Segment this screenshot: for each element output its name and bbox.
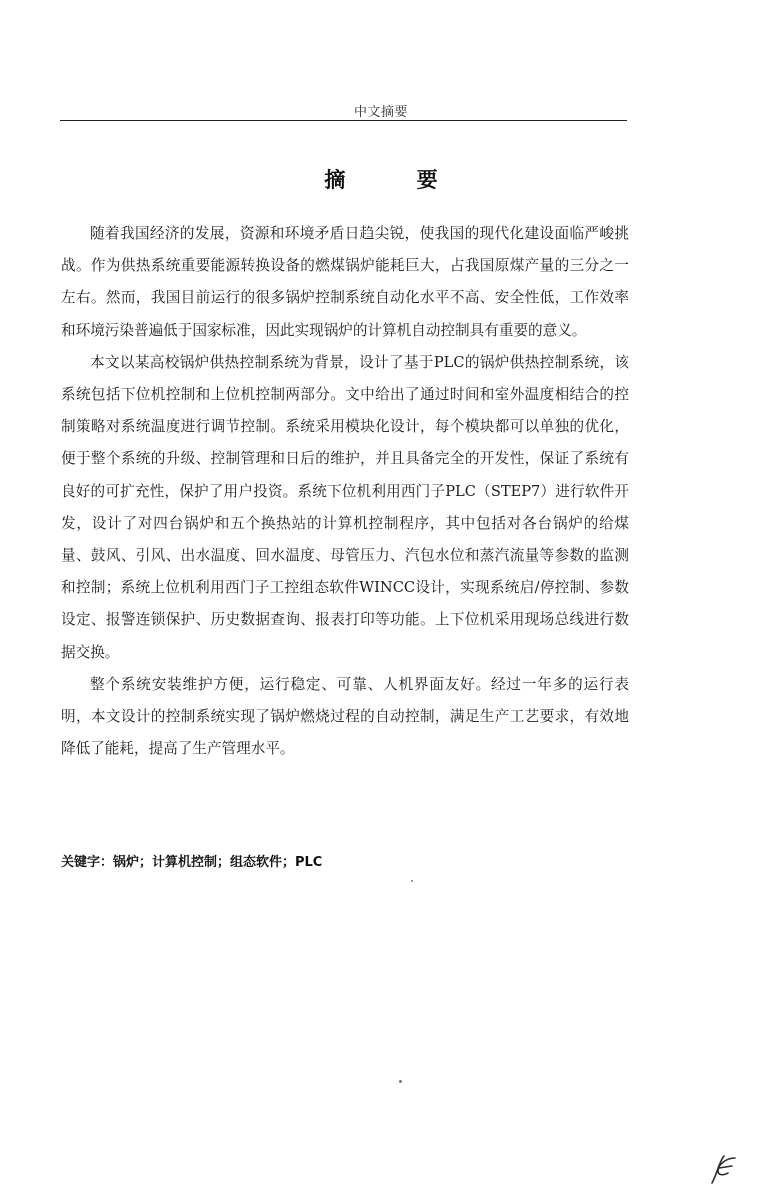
scan-speck xyxy=(411,880,413,882)
abstract-paragraph-1: 随着我国经济的发展，资源和环境矛盾日趋尖锐，使我国的现代化建设面临严峻挑战。作为供热系统重要能源转换设备的燃煤锅炉能耗巨大，占我国原煤产量的三分之一左右。然而，我国目前运行的很多锅炉控制系统自动化水平不高、安全性低，工作效率和环境污染普遍低于国家标准，因此实现锅炉的计算机自动控制具有重要的意义。 xyxy=(61,225,629,339)
abstract-title: 摘 要 xyxy=(324,167,470,192)
header-rule xyxy=(60,120,627,121)
abstract-body xyxy=(61,218,629,765)
abstract-paragraph-2: 本文以某高校锅炉供热控制系统为背景，设计了基于PLC的锅炉供热控制系统，该系统包括下位机控制和上位机控制两部分。文中给出了通过时间和室外温度相结合的控制策略对系统温度进行调节控制。系统采用模块化设计，每个模块都可以单独的优化，便于整个系统的升级、控制管理和日后的维护，并且具备完全的开发性，保证了系统有良好的可扩充性，保护了用户投资。系统下位机利用西门子PLC（STEP7）进行软件开发，设计了对四台锅炉和五个换热站的计算机控制程序，其中包括对各台锅炉的给煤量、鼓风、引风、出水温度、回水温度、母管压力、汽包水位和蒸汽流量等参数的监测和控制；系统上位机利用西门子工控组态软件WINCC设计，实现系统启/停控制、参数设定、报警连锁保护、历史数据查询、报表打印等功能。上下位机采用现场总线进行数据交换。 xyxy=(61,353,629,661)
handwritten-page-mark xyxy=(705,1150,741,1186)
keywords-line: 关键字：锅炉；计算机控制；组态软件；PLC xyxy=(61,855,323,870)
abstract-paragraph-3: 整个系统安装维护方便，运行稳定、可靠、人机界面友好。经过一年多的运行表明，本文设计的控制系统实现了锅炉燃烧过程的自动控制，满足生产工艺要求，有效地降低了能耗，提高了生产管理水平。 xyxy=(61,675,629,758)
scan-speck xyxy=(399,1080,402,1083)
running-header: 中文摘要 xyxy=(353,105,408,120)
